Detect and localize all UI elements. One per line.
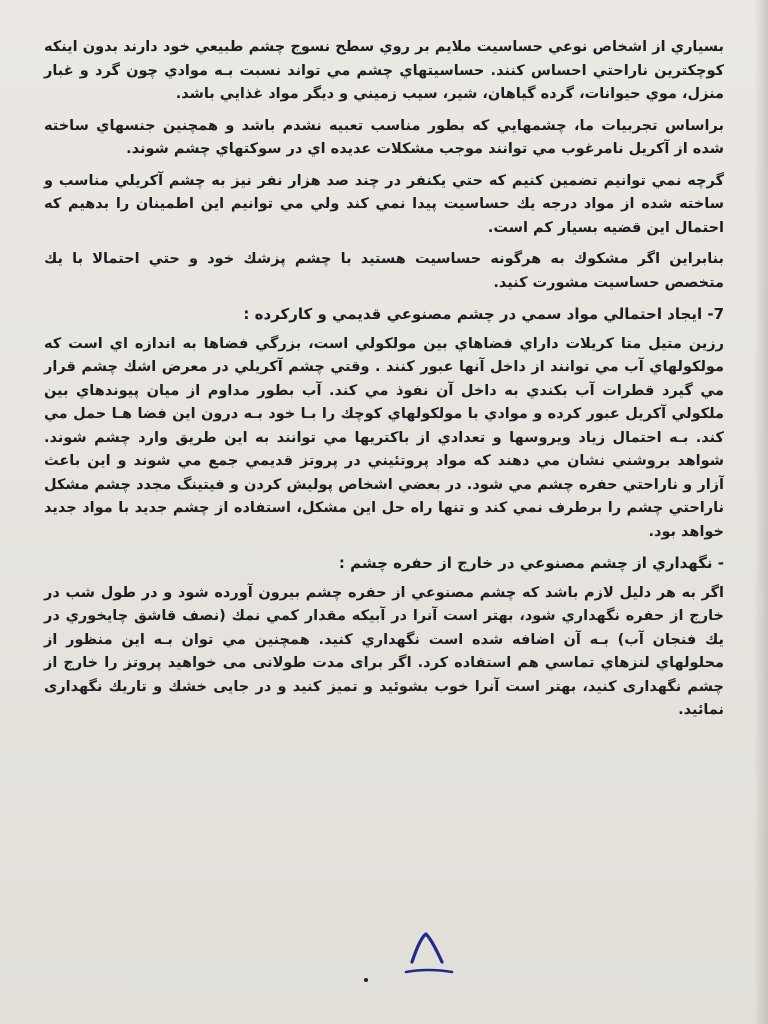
storage-section-body: اگر به هر دليل لازم باشد كه چشم مصنوعي از حفره چشم بيرون آورده شود و در طول شب در خارج از حفره نگهداري شود، بهتر است آنرا در آبيكه مقدار كمي نمك (نصف قاشق چايخوري در يك فنجان آب) بـه آن اضافه شده است نگهداري كنيد. همچنين مي توان بـه اين منظور از محلولهاي لنزهاي تماسي هم استفاده كرد. اگر براى مدت طولانى مى خواهيد پروتز را خارج از چشم نگهدارى كنيد، بهتر است آنرا خوب بشوئيد و تميز كنيد و در جايى خشك و تاريك نگهدارى نمائيد. (44, 584, 724, 718)
section-7-heading: 7- ايجاد احتمالي مواد سمي در چشم مصنوعي قديمي و كاركرده : (243, 305, 724, 323)
paragraph-consult: بنابراين اگر مشكوك به هرگونه حساسيت هستيد با چشم پزشك خود و حتي احتمالا با يك متخصص حساسيت مشورت كنيد. (44, 251, 724, 291)
storage-section-heading: - نگهداري از چشم مصنوعي در خارج از حفره چشم : (338, 554, 724, 572)
section-7-body: رزين متيل متا كريلات داراي فضاهاي بين مولكولي است، بزرگي فضاها به اندازه اي است كه مولكولهاي آب مي توانند از داخل آنها عبور كنند . وقتي چشم آكريلي در معرض اشك چشم قرار مي گيرد قطرات آب بكندي به داخل آن نفوذ مي كند. آب بطور مداوم از ميان پيوندهاي بين ملكولي آكريل عبور كرده و موادي با مولكولهاي كوچك را بـا خود بـه درون اين فضا هـا حمل مي كند. بـه احتمال زياد ويروسها و تعدادي از باكتريها مي توانند به اين طريق وارد چشم شوند. شواهد بروشني نشان مي دهند كه مواد پروتئيني در پروتز قديمي جمع مي شوند و اين باعث آزار و ناراحتي حفره چشم مي شود. در بعضي اشخاص پوليش كردن و فيتينگ مجدد چشم مشكل ناراحتي چشم را برطرف نمي كند و تنها راه حل اين مشكل، استفاده از چشم جديد با مواد جديد خواهد بود. (44, 335, 724, 540)
paper-edge-shadow (754, 0, 768, 1024)
paragraph-experience: براساس تجربيات ما، چشمهايي كه بطور مناسب تعبيه نشدم باشد و همچنين جنسهاي ساخته شده از آكريل نامرغوب مي توانند موجب مشكلات عديده اي در سوكتهاي چشم شوند. (44, 117, 724, 157)
ink-dot (364, 978, 368, 982)
document-body (44, 36, 724, 731)
handwritten-page-number (398, 928, 458, 978)
paragraph-guarantee: گرچه نمي توانيم تضمين كنيم كه حتي يكنفر در چند صد هزار نفر نيز به چشم آكريلي مناسب و ساخته شده از مواد درجه يك حساسيت پيدا نمي كند ولي مي توانيم اين اطمينان را بدهيم كه احتمال اين قضيه بسيار كم است. (44, 172, 724, 236)
paragraph-allergy-intro: بسياري از اشخاص نوعي حساسيت ملايم بر روي سطح نسوج چشم طبيعي خود دارند بدون اينكه كوچكترين ناراحتي احساس كنند. حساسيتهاي چشم مي تواند نسبت بـه موادي چون گرد و غبار منزل، موي حيوانات، گرده گياهان، شير، سيب زميني و ديگر مواد غذايي باشد. (44, 39, 724, 102)
